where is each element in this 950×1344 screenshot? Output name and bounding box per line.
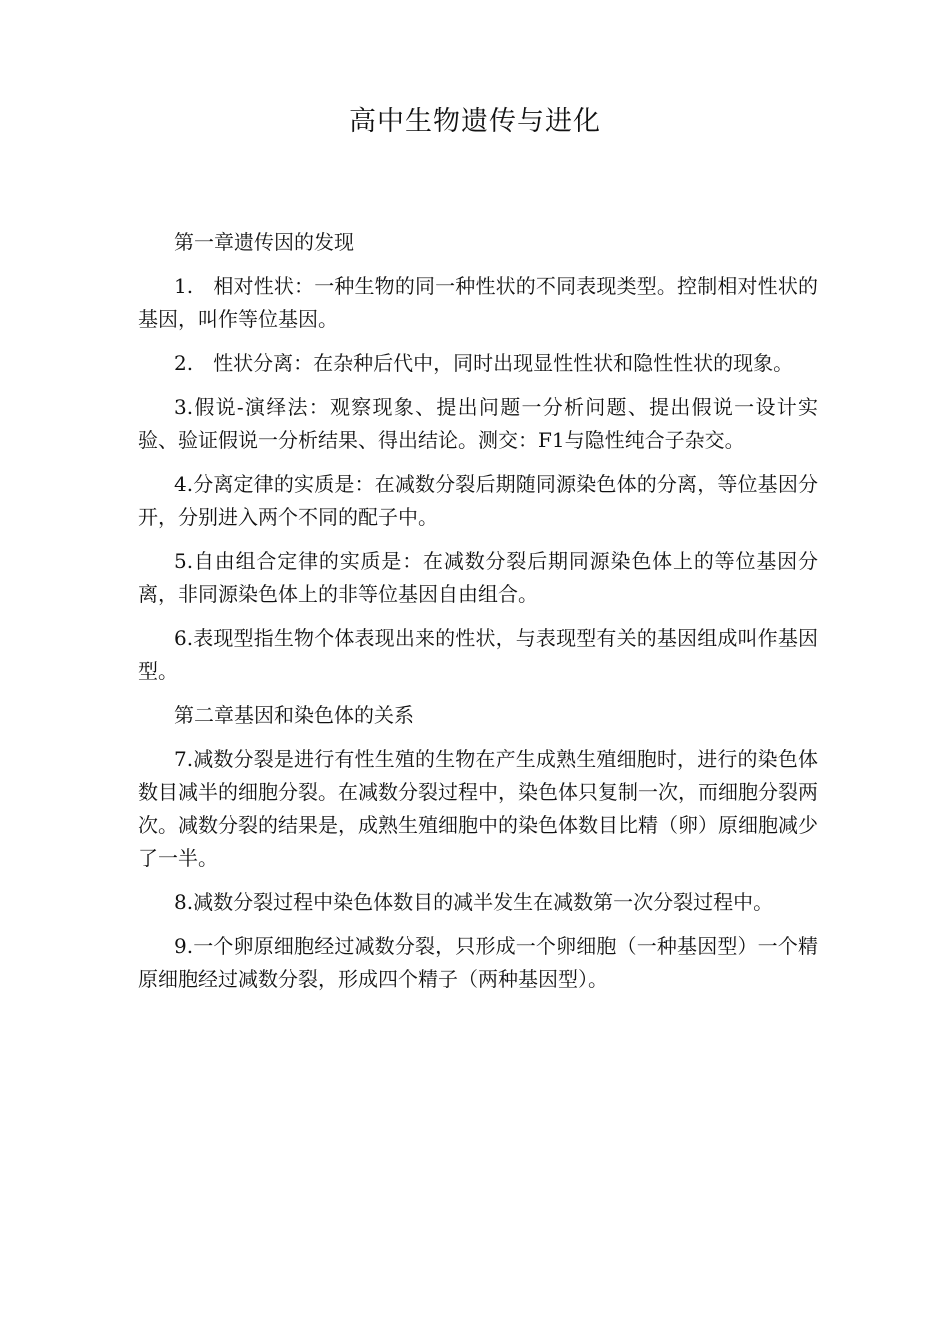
document-body <box>138 226 818 1007</box>
paragraph-5: 5.自由组合定律的实质是：在减数分裂后期同源染色体上的等位基因分离，非同源染色体上的非等位基因自由组合。 <box>138 549 818 606</box>
chapter-heading-2: 第二章基因和染色体的关系 <box>174 703 414 727</box>
paragraph-1: 1. 相对性状：一种生物的同一种性状的不同表现类型。控制相对性状的基因，叫作等位基因。 <box>138 274 818 331</box>
paragraph-6: 6.表现型指生物个体表现出来的性状，与表现型有关的基因组成叫作基因型。 <box>138 626 818 683</box>
chapter-heading-1: 第一章遗传因的发现 <box>174 230 354 254</box>
paragraph-7: 7.减数分裂是进行有性生殖的生物在产生成熟生殖细胞时，进行的染色体数目减半的细胞分裂。在减数分裂过程中，染色体只复制一次，而细胞分裂两次。减数分裂的结果是，成熟生殖细胞中的染色体数目比精（卵）原细胞减少了一半。 <box>138 747 818 870</box>
paragraph-9: 9.一个卵原细胞经过减数分裂，只形成一个卵细胞（一种基因型）一个精原细胞经过减数分裂，形成四个精子（两种基因型）。 <box>138 934 818 991</box>
paragraph-2: 2. 性状分离：在杂种后代中，同时出现显性性状和隐性性状的现象。 <box>174 351 794 375</box>
paragraph-4: 4.分离定律的实质是：在减数分裂后期随同源染色体的分离，等位基因分开，分别进入两个不同的配子中。 <box>138 472 818 529</box>
document-title: 高中生物遗传与进化 <box>349 106 601 137</box>
paragraph-3: 3.假说-演绎法：观察现象、提出问题一分析问题、提出假说一设计实验、验证假说一分析结果、得出结论。测交：F1与隐性纯合子杂交。 <box>138 395 818 452</box>
paragraph-8: 8.减数分裂过程中染色体数目的减半发生在减数第一次分裂过程中。 <box>174 890 774 914</box>
